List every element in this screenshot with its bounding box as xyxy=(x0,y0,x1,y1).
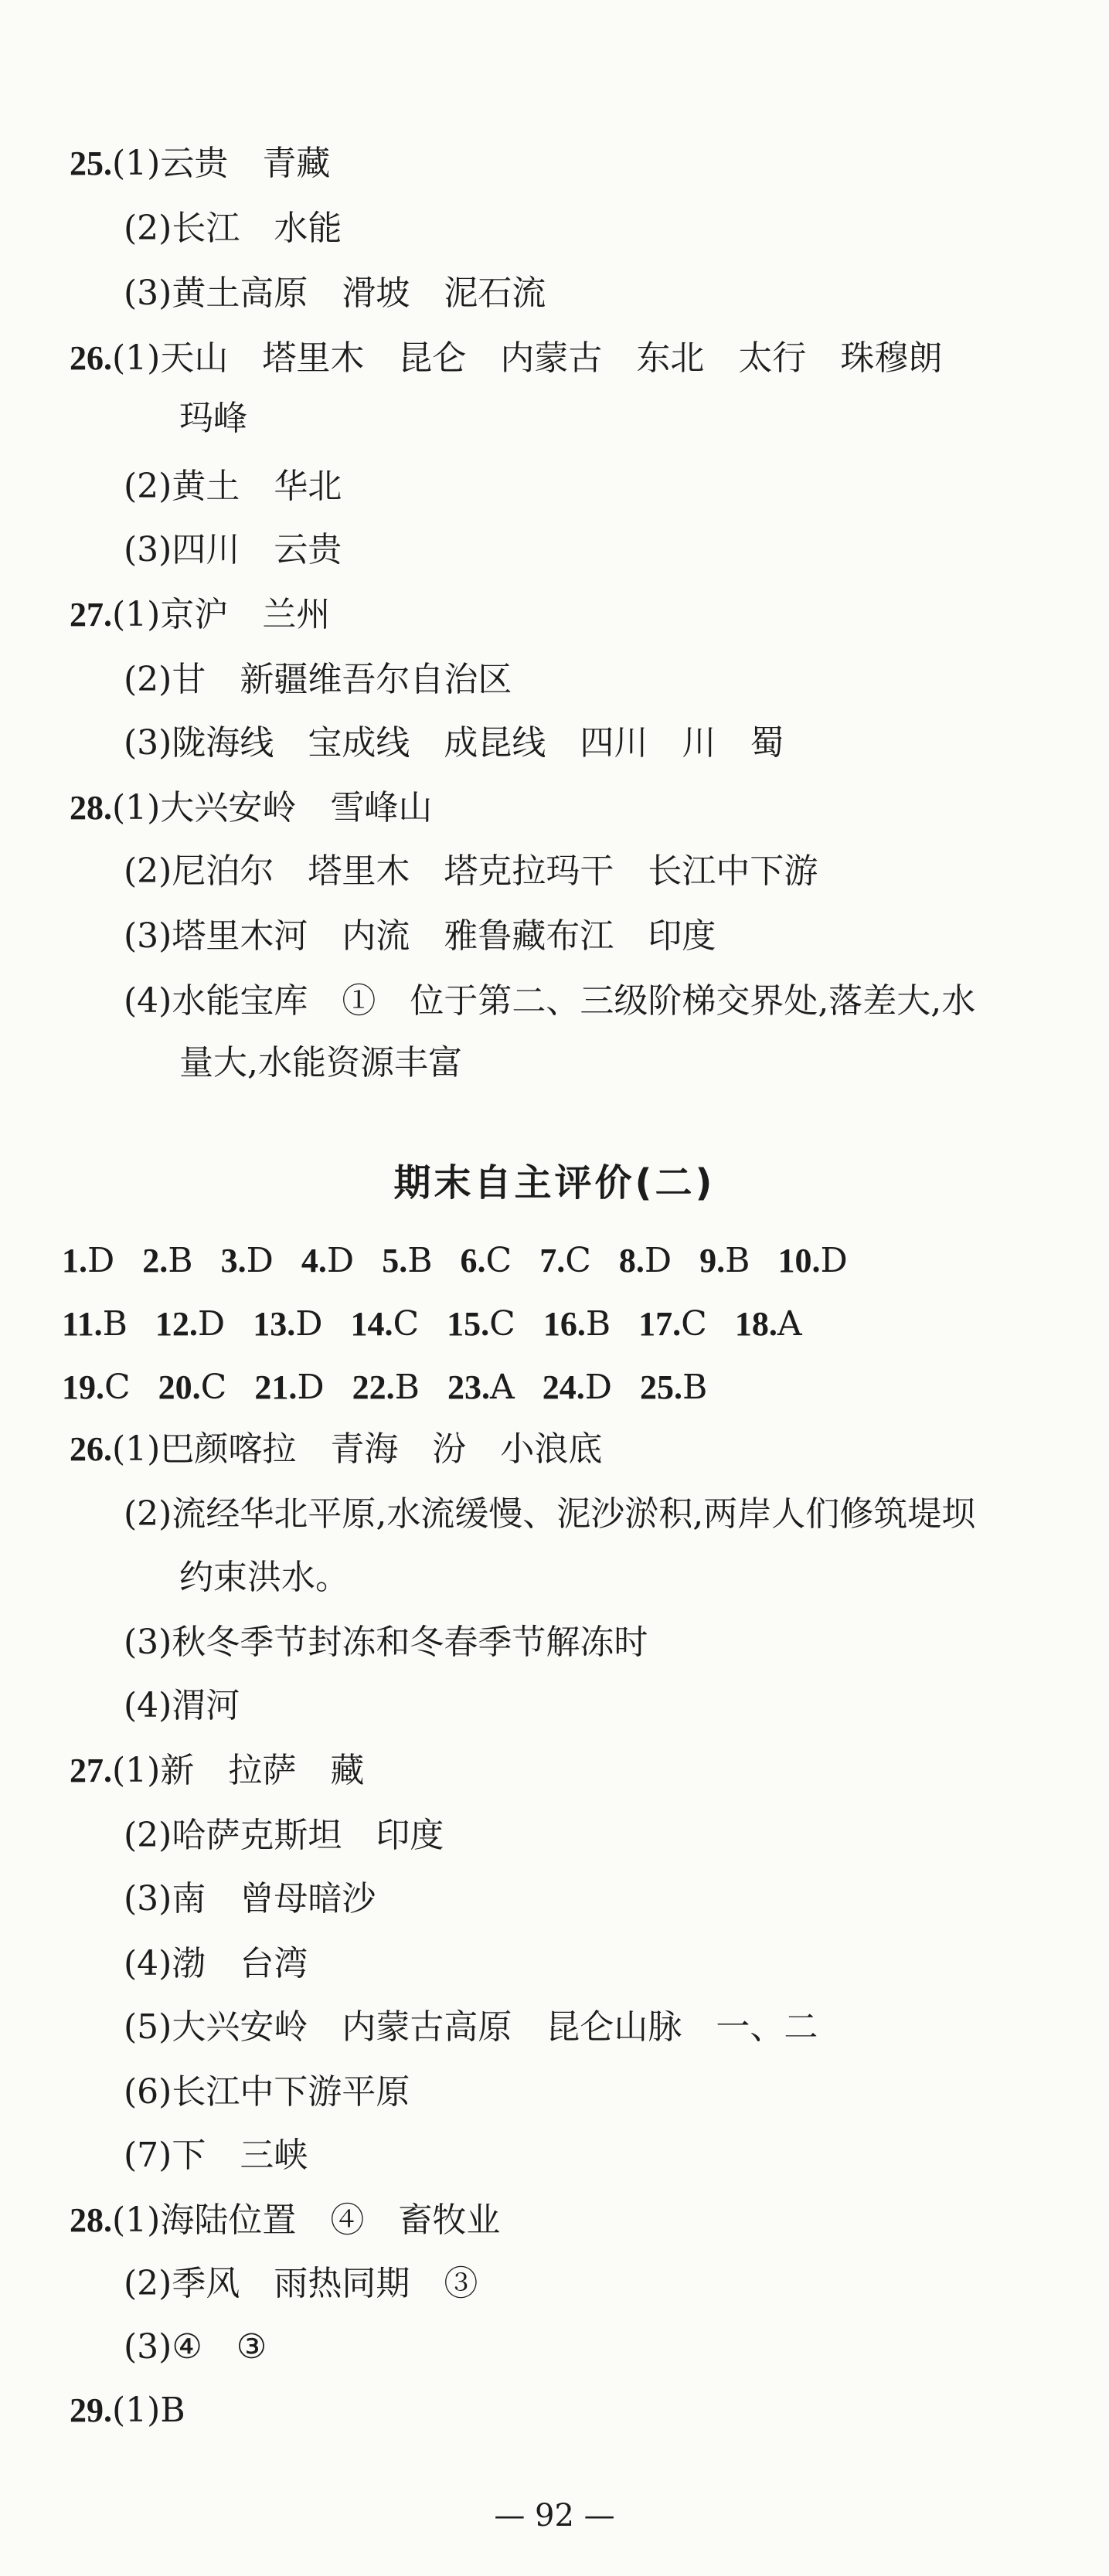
mc-answer xyxy=(778,1241,848,1280)
mc-question-number: 11. xyxy=(62,1305,103,1343)
answer2-28-2: (2)季风 雨热同期 ③ xyxy=(124,2264,478,2303)
answer-27-3: (3)陇海线 宝成线 成昆线 四川 川 蜀 xyxy=(124,723,784,763)
mc-answer xyxy=(543,1368,612,1407)
mc-choice: D xyxy=(584,1368,613,1407)
mc-question-number: 8. xyxy=(618,1242,645,1280)
answer-26-2: (2)黄土 华北 xyxy=(124,467,342,506)
answer2-28-1: 28.(1)海陆位置 ④ 畜牧业 xyxy=(70,2200,501,2240)
mc-choice: B xyxy=(102,1304,128,1344)
answer-26-1-cont: 玛峰 xyxy=(179,399,247,438)
mc-answer xyxy=(155,1304,225,1344)
mc-answer xyxy=(699,1241,750,1280)
mc-choice: D xyxy=(326,1241,355,1280)
page-number: — 92 — xyxy=(494,2498,615,2534)
mc-question-number: 14. xyxy=(350,1305,393,1343)
mc-row-1 xyxy=(62,1238,876,1284)
mc-choice: A xyxy=(777,1304,802,1344)
mc-answer xyxy=(382,1241,432,1280)
mc-question-number: 22. xyxy=(352,1368,395,1406)
mc-answer xyxy=(543,1304,611,1344)
mc-answer xyxy=(301,1241,354,1280)
mc-row-3 xyxy=(62,1364,735,1411)
mc-choice: C xyxy=(104,1368,131,1407)
mc-answer xyxy=(352,1368,420,1407)
answer2-27-1: 27.(1)新 拉萨 藏 xyxy=(70,1751,365,1790)
answer-26-3: (3)四川 云贵 xyxy=(124,530,342,569)
answer2-26-2: (2)流经华北平原,水流缓慢、泥沙淤积,两岸人们修筑堤坝 xyxy=(124,1494,976,1534)
answer2-26-2-cont: 约束洪水。 xyxy=(179,1558,349,1597)
mc-choice: D xyxy=(295,1304,323,1344)
answer2-26-3: (3)秋冬季节封冻和冬春季节解冻时 xyxy=(124,1623,648,1662)
mc-question-number: 15. xyxy=(447,1305,490,1343)
mc-choice: C xyxy=(565,1241,591,1280)
mc-answer xyxy=(619,1241,672,1280)
answer-25-1: 25.(1)云贵 青藏 xyxy=(70,144,331,183)
mc-question-number: 23. xyxy=(447,1368,490,1406)
mc-question-number: 20. xyxy=(158,1368,201,1406)
mc-choice: D xyxy=(644,1241,672,1280)
answer2-26-1: 26.(1)巴颜喀拉 青海 汾 小浪底 xyxy=(70,1429,603,1469)
mc-choice: C xyxy=(489,1304,515,1344)
answer2-27-6: (6)长江中下游平原 xyxy=(124,2072,410,2112)
answer2-28-3: (3)④ ③ xyxy=(124,2327,267,2367)
mc-choice: B xyxy=(407,1241,433,1280)
mc-choice: B xyxy=(394,1368,420,1407)
mc-question-number: 16. xyxy=(543,1305,586,1343)
mc-answer xyxy=(62,1241,114,1280)
mc-question-number: 13. xyxy=(253,1305,296,1343)
mc-question-number: 2. xyxy=(142,1242,168,1280)
mc-choice: B xyxy=(585,1304,611,1344)
mc-choice: D xyxy=(297,1368,325,1407)
mc-question-number: 25. xyxy=(640,1368,683,1406)
answer-28-2: (2)尼泊尔 塔里木 塔克拉玛干 长江中下游 xyxy=(124,851,818,891)
mc-choice: C xyxy=(200,1368,227,1407)
mc-answer xyxy=(142,1241,192,1280)
answer-27-2: (2)甘 新疆维吾尔自治区 xyxy=(124,660,512,699)
answer-25-3: (3)黄土高原 滑坡 泥石流 xyxy=(124,274,546,313)
answer2-27-7: (7)下 三峡 xyxy=(124,2136,308,2175)
mc-answer xyxy=(461,1241,512,1280)
mc-question-number: 17. xyxy=(638,1305,682,1343)
question-number-26b: 26. xyxy=(70,1430,112,1468)
answer-26-1: 26.(1)天山 塔里木 昆仑 内蒙古 东北 太行 珠穆朗 xyxy=(70,338,943,378)
answer-28-4-cont: 量大,水能资源丰富 xyxy=(179,1043,462,1082)
mc-answer xyxy=(221,1241,274,1280)
mc-answer xyxy=(254,1368,324,1407)
mc-question-number: 4. xyxy=(301,1242,327,1280)
mc-choice: A xyxy=(489,1368,515,1407)
mc-choice: B xyxy=(168,1241,193,1280)
mc-choice: D xyxy=(820,1241,848,1280)
mc-answer xyxy=(640,1368,707,1407)
mc-row-2 xyxy=(62,1301,830,1347)
question-number-28b: 28. xyxy=(70,2201,112,2239)
mc-question-number: 24. xyxy=(542,1368,585,1406)
answer-28-4: (4)水能宝库 ① 位于第二、三级阶梯交界处,落差大,水 xyxy=(124,981,976,1021)
question-number-26: 26. xyxy=(70,339,112,377)
mc-choice: D xyxy=(246,1241,274,1280)
mc-question-number: 9. xyxy=(699,1242,726,1280)
answer2-29-1: 29.(1)B xyxy=(70,2391,185,2430)
mc-question-number: 18. xyxy=(734,1305,777,1343)
question-number-29: 29. xyxy=(70,2391,112,2429)
answer-27-1: 27.(1)京沪 兰州 xyxy=(70,595,331,634)
mc-question-number: 19. xyxy=(62,1368,104,1406)
mc-answer xyxy=(62,1368,131,1407)
mc-choice: C xyxy=(681,1304,707,1344)
mc-answer xyxy=(735,1304,802,1344)
section-title: 期末自主评价(二) xyxy=(393,1161,716,1205)
question-number-27b: 27. xyxy=(70,1752,112,1789)
mc-question-number: 12. xyxy=(155,1305,198,1343)
mc-choice: B xyxy=(725,1241,750,1280)
mc-question-number: 6. xyxy=(460,1242,486,1280)
mc-choice: D xyxy=(197,1304,226,1344)
mc-answer xyxy=(158,1368,227,1407)
mc-answer xyxy=(447,1304,515,1344)
mc-answer xyxy=(253,1304,322,1344)
mc-choice: D xyxy=(87,1241,115,1280)
answer2-27-5: (5)大兴安岭 内蒙古高原 昆仑山脉 一、二 xyxy=(124,2007,818,2047)
question-number-25: 25. xyxy=(70,144,112,182)
answer2-27-2: (2)哈萨克斯坦 印度 xyxy=(124,1816,444,1855)
question-number-28: 28. xyxy=(70,789,112,827)
answer-28-1: 28.(1)大兴安岭 雪峰山 xyxy=(70,788,433,828)
mc-question-number: 10. xyxy=(777,1242,821,1280)
mc-choice: C xyxy=(393,1304,420,1344)
mc-question-number: 3. xyxy=(220,1242,247,1280)
answer2-26-4: (4)渭河 xyxy=(124,1686,240,1725)
question-number-27: 27. xyxy=(70,596,112,634)
mc-answer xyxy=(447,1368,515,1407)
mc-question-number: 1. xyxy=(62,1242,87,1280)
mc-answer xyxy=(350,1304,419,1344)
mc-choice: C xyxy=(485,1241,512,1280)
answer-28-3: (3)塔里木河 内流 雅鲁藏布江 印度 xyxy=(124,916,716,956)
mc-answer xyxy=(638,1304,707,1344)
mc-question-number: 7. xyxy=(539,1242,566,1280)
mc-answer xyxy=(539,1241,591,1280)
mc-question-number: 21. xyxy=(254,1368,298,1406)
answer2-27-3: (3)南 曾母暗沙 xyxy=(124,1879,376,1918)
mc-question-number: 5. xyxy=(382,1242,408,1280)
answer2-27-4: (4)渤 台湾 xyxy=(124,1944,308,1983)
mc-answer xyxy=(62,1304,128,1344)
mc-choice: B xyxy=(682,1368,708,1407)
answer-25-2: (2)长江 水能 xyxy=(124,209,342,248)
